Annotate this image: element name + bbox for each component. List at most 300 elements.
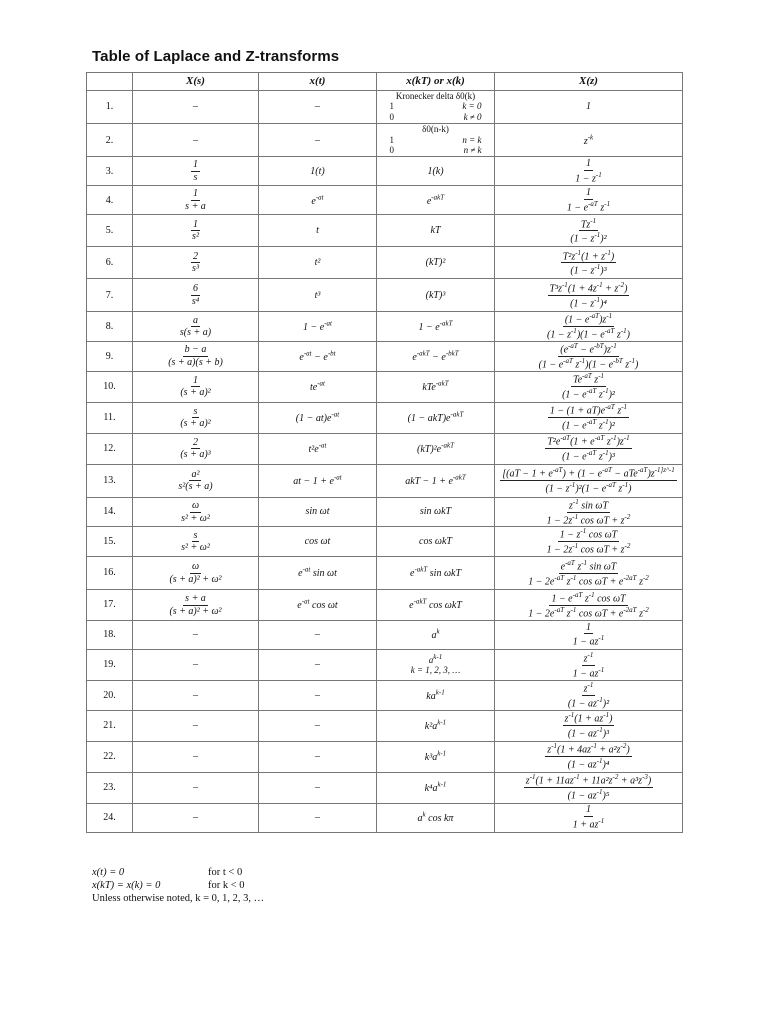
z-transform-denominator: ($1 - e^{-aT}$ $z^{-1})^2$ (562, 387, 615, 401)
laplace-fraction (179, 500, 212, 524)
z-transform-cell (495, 557, 683, 590)
sampled-signal-text: cos ωkT (419, 535, 452, 547)
z-transform-cell (495, 772, 683, 803)
row-number (87, 215, 133, 247)
laplace-text: – (193, 781, 198, 793)
laplace-fraction (190, 283, 201, 307)
time-signal-cell (259, 590, 377, 621)
z-transform-cell (495, 312, 683, 342)
laplace-fraction (167, 561, 223, 585)
laplace-numerator: a (192, 314, 198, 326)
z-transform-denominator: $(1 - z^{-1})^2$ (570, 231, 607, 245)
footnote-3-text: Unless otherwise noted, k = 0, 1, 2, 3, … (92, 893, 265, 904)
laplace-cell (133, 312, 259, 342)
time-signal-text: $e^{-at} - e^{-bt}$ (299, 349, 336, 363)
z-transform-denominator: ($1 - e^{-aT}$ $z^{-1})^2$ (562, 418, 615, 432)
z-transform-cell (495, 371, 683, 402)
laplace-cell (133, 342, 259, 372)
time-signal-cell (259, 91, 377, 124)
time-signal-cell (259, 312, 377, 342)
sampled-signal-text: $k^4a^{k-1}$ (424, 780, 447, 795)
table-row (87, 247, 683, 279)
z-transform-cell (495, 681, 683, 711)
sampled-signal-cell (377, 91, 495, 124)
z-transform-fraction (565, 187, 612, 213)
footnote-3 (92, 892, 264, 905)
laplace-fraction (167, 593, 223, 617)
row-number-text: 1. (105, 101, 114, 113)
laplace-text: – (193, 689, 198, 701)
time-signal-text: – (315, 629, 320, 641)
row-number (87, 279, 133, 312)
laplace-numerator: ω (191, 561, 200, 572)
footnote-1 (92, 866, 264, 879)
z-transform-fraction (566, 681, 611, 710)
sampled-signal-text: (kT)² (425, 257, 446, 269)
z-transform-numerator: 1 (585, 804, 591, 816)
laplace-numerator: b − a (184, 344, 207, 356)
laplace-text: – (193, 659, 198, 671)
row-number-text: 9. (105, 350, 114, 362)
z-transform-fraction (571, 804, 606, 830)
sampled-signal-text: kTe$^{-akT}$ (422, 379, 449, 394)
sampled-signal-stack-head: δ0(n-k) (422, 124, 449, 135)
laplace-cell (133, 279, 259, 312)
table-row (87, 215, 683, 247)
z-transform-fraction (545, 498, 633, 527)
row-number-text: 7. (105, 289, 114, 301)
row-number-text: 19. (103, 659, 116, 671)
row-number (87, 710, 133, 741)
z-transform-fraction (500, 466, 677, 495)
sampled-signal-stack-line: 0 n ≠ k (389, 144, 482, 155)
laplace-numerator: 2 (192, 250, 198, 262)
z-transform-denominator: $(1 - az^{-1})^5$ (567, 788, 610, 802)
laplace-numerator: 1 (192, 188, 198, 200)
z-transform-numerator: 1 (585, 621, 591, 633)
time-signal-text: sin ωt (305, 506, 330, 518)
row-number (87, 371, 133, 402)
row-number (87, 342, 133, 372)
row-number (87, 91, 133, 124)
z-transform-fraction (548, 403, 629, 432)
laplace-cell (133, 803, 259, 832)
table-row (87, 433, 683, 464)
laplace-cell (133, 772, 259, 803)
z-transform-numerator: $(e^{-aT} - e^{-bT})z^{-1}$ (560, 342, 617, 356)
row-number-text: 6. (105, 257, 114, 269)
laplace-text: – (193, 750, 198, 762)
laplace-numerator: 2 (193, 436, 198, 448)
z-transform-numerator: $T^2e^{-aT}(1 + e^{-aT}$ $z^{-1})z^{-1}$ (547, 434, 630, 448)
sampled-signal-cell (377, 621, 495, 650)
z-transform-denominator: $(1 - az^{-1})^3$ (567, 726, 610, 740)
time-signal-text: – (315, 750, 320, 762)
z-transform-fraction (545, 434, 631, 463)
sampled-signal-text: $(1 - akT)e^{-akT}$ (407, 410, 464, 425)
z-transform-cell (495, 215, 683, 247)
row-number (87, 621, 133, 650)
laplace-cell (133, 247, 259, 279)
sampled-signal-cell (377, 681, 495, 711)
time-signal-text: t (316, 225, 319, 237)
sampled-signal-cell (377, 312, 495, 342)
time-signal-text: $e^{-at}$ sin ωt (298, 566, 337, 580)
table-row (87, 590, 683, 621)
time-signal-text: – (315, 719, 320, 731)
laplace-fraction (166, 344, 225, 368)
z-transform-cell (495, 186, 683, 215)
z-transform-denominator: $1 - 2e^{-aT}$ $z^{-1}$ $\cos \omega T + e^{-2aT}$ $z^{-2}$ (528, 605, 649, 619)
z-transform-cell (495, 710, 683, 741)
row-number (87, 527, 133, 557)
table-row (87, 402, 683, 433)
time-signal-text: $e^{-at}$ cos ωt (297, 598, 338, 612)
page-title: Table of Laplace and Z-transforms (92, 48, 340, 65)
z-transform-denominator: $(1 - z^{-1})^2(1 - e^{-aT}$ $z^{-1}$) (545, 481, 632, 495)
time-signal-text: 1(t) (310, 165, 325, 177)
sampled-signal-text: $e^{-akT}$ (426, 193, 445, 207)
sampled-signal-cell (377, 772, 495, 803)
sampled-signal-text: $a^k$ (431, 628, 440, 642)
time-signal-cell (259, 741, 377, 772)
sampled-signal-cell (377, 186, 495, 215)
z-transform-cell (495, 527, 683, 557)
row-number (87, 247, 133, 279)
z-transform-cell (495, 157, 683, 186)
z-transform-cell (495, 497, 683, 527)
row-number-text: 4. (105, 194, 114, 206)
z-transform-denominator: $1 - e^{-aT}$ $z^{-1}$ (566, 199, 611, 214)
time-signal-cell (259, 371, 377, 402)
z-transform-cell (495, 803, 683, 832)
laplace-cell (133, 650, 259, 681)
time-signal-text: t³ (314, 289, 321, 301)
sampled-signal-text: $(kT)^2e^{-akT}$ (417, 441, 454, 456)
laplace-numerator: 1 (193, 374, 198, 386)
laplace-numerator: s (193, 405, 198, 417)
time-signal-cell (259, 433, 377, 464)
sampled-signal-text: $k^3a^{k-1}$ (424, 749, 447, 764)
row-number-text: 5. (105, 225, 114, 237)
laplace-denominator: (s + a)³ (180, 449, 211, 461)
time-signal-cell (259, 527, 377, 557)
row-number (87, 433, 133, 464)
laplace-numerator: a² (191, 468, 200, 480)
row-number-text: 2. (105, 134, 114, 146)
time-signal-cell (259, 497, 377, 527)
sampled-signal-text: 1(k) (427, 165, 444, 177)
sampled-signal-cell (377, 402, 495, 433)
laplace-numerator: s (193, 529, 198, 541)
time-signal-cell (259, 157, 377, 186)
z-transform-denominator: $1 - 2e^{-aT}$ $z^{-1}$ $\cos \omega T + e^{-2aT}$ $z^{-2}$ (528, 573, 649, 587)
sampled-signal-text: kT (430, 225, 441, 237)
sampled-signal-stack (390, 124, 482, 155)
z-transform-fraction (571, 622, 606, 648)
time-signal-cell (259, 557, 377, 590)
sampled-signal-cell (377, 124, 495, 157)
table-row (87, 803, 683, 832)
row-number-text: 3. (105, 165, 114, 177)
time-signal-text: – (315, 811, 320, 823)
laplace-cell (133, 710, 259, 741)
row-number-text: 23. (103, 781, 116, 793)
row-number-text: 8. (105, 320, 114, 332)
time-signal-text: at − $1 + e^{-at}$ (293, 473, 342, 488)
z-transform-fraction (573, 158, 603, 184)
header-z-transform: X(z) (495, 73, 683, 91)
laplace-fraction (191, 159, 200, 183)
z-transform-denominator: $(1 - z^{-1})^3$ (570, 263, 607, 277)
sampled-signal-cell (377, 741, 495, 772)
z-transform-numerator: $1 - (1 + aT)e^{-aT}$ $z^{-1}$ (549, 403, 628, 417)
table-row (87, 772, 683, 803)
laplace-denominator: s²(s + a) (178, 481, 213, 493)
z-transform-cell (495, 590, 683, 621)
laplace-denominator: s + a (185, 200, 206, 212)
sampled-signal-cell (377, 497, 495, 527)
sampled-signal-text: akT − $1 + e^{-akT}$ (405, 473, 466, 488)
laplace-fraction (190, 251, 201, 275)
z-transform-cell (495, 433, 683, 464)
time-signal-cell (259, 464, 377, 497)
laplace-cell (133, 557, 259, 590)
sampled-signal-stack (411, 653, 461, 676)
z-transform-text: $z^{-k}$ (583, 133, 594, 147)
z-transform-numerator: $z^{-1}(1 + 4az^{-1} + a^2z^{-2})$ (547, 742, 630, 756)
z-transform-numerator: $1 - z^{-1}$ cos ωT (559, 527, 618, 541)
laplace-text: – (193, 811, 198, 823)
table-row (87, 557, 683, 590)
z-transform-fraction (526, 559, 651, 588)
z-transform-denominator: $(1 - az^{-1})^2$ (567, 695, 610, 710)
laplace-numerator: 1 (192, 218, 198, 230)
time-signal-cell (259, 621, 377, 650)
laplace-fraction (179, 530, 212, 554)
sampled-signal-cell (377, 710, 495, 741)
z-transform-denominator: $(1 - z^{-1})^4$ (570, 295, 607, 310)
row-number-text: 12. (103, 442, 116, 454)
row-number-text: 20. (103, 689, 116, 701)
laplace-cell (133, 402, 259, 433)
z-transform-numerator: 1 (585, 158, 591, 170)
row-number-text: 17. (103, 599, 116, 611)
laplace-text: – (193, 629, 198, 641)
z-transform-fraction (568, 217, 608, 246)
header-row (87, 73, 683, 91)
laplace-cell (133, 215, 259, 247)
z-transform-numerator: 1 (585, 187, 591, 199)
laplace-cell (133, 681, 259, 711)
row-number-text: 21. (103, 719, 116, 731)
row-number (87, 157, 133, 186)
z-transform-fraction (537, 342, 641, 371)
sampled-signal-cell (377, 527, 495, 557)
z-transform-fraction (545, 527, 633, 556)
z-transform-denominator: $1 - z^{-1}$ (575, 170, 602, 185)
time-signal-text: $t^2e^{-at}$ (308, 441, 327, 456)
sampled-signal-cell (377, 590, 495, 621)
z-transform-fraction (563, 711, 615, 740)
sampled-signal-text: $a^k$ cos kπ (417, 810, 454, 825)
time-signal-cell (259, 402, 377, 433)
sampled-signal-cell (377, 464, 495, 497)
time-signal-text: – (315, 781, 320, 793)
table-row (87, 650, 683, 681)
z-transform-denominator: $(1 - az^{-1})^4$ (567, 757, 610, 771)
row-number-text: 10. (103, 380, 116, 392)
z-transform-text: 1 (586, 101, 591, 113)
laplace-numerator: 1 (193, 159, 198, 171)
sampled-signal-stack (390, 91, 482, 122)
laplace-text: – (193, 134, 198, 146)
row-number (87, 772, 133, 803)
z-transform-numerator: $z^{-1}$ (583, 650, 594, 664)
z-transform-fraction (524, 773, 653, 802)
laplace-denominator: (s + a)² (180, 387, 211, 399)
laplace-cell (133, 91, 259, 124)
sampled-signal-cell (377, 371, 495, 402)
table-row (87, 279, 683, 312)
laplace-denominator: s(s + a) (179, 327, 212, 339)
time-signal-cell (259, 681, 377, 711)
z-transform-fraction (545, 742, 631, 771)
z-transform-cell (495, 247, 683, 279)
footnotes (92, 866, 264, 905)
z-transform-numerator: $1 - e^{-aT}$ $z^{-1}$ cos ωT (551, 590, 626, 604)
z-transform-fraction (548, 281, 630, 310)
time-signal-cell (259, 803, 377, 832)
transform-table (86, 72, 683, 833)
sampled-signal-stack-head: Kronecker delta δ0(k) (395, 91, 476, 101)
sampled-signal-cell (377, 247, 495, 279)
laplace-cell (133, 464, 259, 497)
footnote-2-expr: x(kT) = x(k) = 0 (92, 880, 161, 891)
sampled-signal-cell (377, 342, 495, 372)
z-transform-cell (495, 279, 683, 312)
z-transform-cell (495, 741, 683, 772)
laplace-numerator: s + a (185, 593, 206, 604)
table-row (87, 741, 683, 772)
time-signal-cell (259, 215, 377, 247)
header-laplace: X(s) (133, 73, 259, 91)
laplace-cell (133, 621, 259, 650)
table-row (87, 91, 683, 124)
laplace-cell (133, 527, 259, 557)
row-number (87, 312, 133, 342)
z-transform-numerator: $e^{-aT}$ $z^{-1}$ sin ωT (560, 558, 617, 572)
table-row (87, 312, 683, 342)
sampled-signal-text: sin ωkT (419, 506, 452, 518)
row-number (87, 402, 133, 433)
footnote-1-cond: for t < 0 (208, 867, 243, 878)
z-transform-denominator: $1 - 2z^{-1}$ $\cos \omega T + z^{-2}$ (546, 512, 631, 526)
row-number (87, 464, 133, 497)
time-signal-cell (259, 342, 377, 372)
laplace-denominator: s⁴ (191, 295, 200, 307)
table-row (87, 527, 683, 557)
sampled-signal-stack-line: 1 n = k (389, 134, 482, 145)
laplace-denominator: s³ (192, 263, 199, 275)
laplace-cell (133, 433, 259, 464)
z-transform-numerator: $Te^{-aT}$ $z^{-1}$ (572, 372, 605, 386)
time-signal-cell (259, 650, 377, 681)
z-transform-numerator: $z^{-1}(1 + az^{-1})$ (564, 711, 613, 725)
laplace-denominator: s (193, 171, 198, 183)
z-transform-denominator: ($1 - e^{-aT}$ $z^{-1})(1 - e^{-bT}$ $z^{-1}$) (538, 356, 639, 371)
table-row (87, 186, 683, 215)
z-transform-numerator: $(1 - e^{-aT})z^{-1}$ (564, 312, 613, 326)
header-index (87, 73, 133, 91)
row-number-text: 16. (103, 567, 116, 579)
table-row (87, 681, 683, 711)
laplace-fraction (176, 469, 214, 493)
z-transform-denominator: $(1 - z^{-1})(1 - e^{-aT}$ $z^{-1}$) (546, 327, 630, 341)
footnote-1-expr: x(t) = 0 (92, 867, 125, 878)
laplace-fraction (190, 219, 201, 243)
laplace-denominator: s² (192, 231, 199, 243)
row-number-text: 18. (103, 629, 116, 641)
row-number (87, 124, 133, 157)
sampled-signal-text: $e^{-akT}$ sin ωkT (409, 566, 462, 580)
z-transform-cell (495, 650, 683, 681)
laplace-denominator: s² + ω² (181, 512, 210, 524)
sampled-signal-stack-line: k = 1, 2, 3, … (410, 665, 461, 676)
laplace-cell (133, 157, 259, 186)
time-signal-cell (259, 247, 377, 279)
z-transform-numerator: [$(aT - 1 + e^{-aT}) + (1 - e^{-aT} - aTe^{-aT})z^{-1]z\^{}-1}$ (502, 466, 675, 480)
time-signal-text: – (315, 659, 320, 671)
time-signal-text: – (315, 689, 320, 701)
row-number (87, 590, 133, 621)
z-transform-denominator: $1 - az^{-1}$ (572, 634, 605, 648)
z-transform-denominator: $1 - 2z^{-1}$ $\cos \omega T + z^{-2}$ (546, 542, 631, 556)
laplace-text: – (193, 101, 198, 113)
row-number (87, 557, 133, 590)
z-transform-denominator: ($1 - e^{-aT}$ $z^{-1})^3$ (562, 449, 615, 463)
row-number-text: 14. (103, 506, 116, 518)
laplace-cell (133, 590, 259, 621)
z-transform-fraction (561, 249, 616, 278)
laplace-cell (133, 497, 259, 527)
table-row (87, 621, 683, 650)
time-signal-text: – (315, 101, 320, 113)
laplace-denominator: s² + ω² (181, 542, 210, 554)
time-signal-text: cos ωt (304, 535, 331, 547)
z-transform-cell (495, 464, 683, 497)
header-sampled-signal: x(kT) or x(k) (377, 73, 495, 91)
z-transform-denominator: $1 + az^{-1}$ (572, 816, 605, 831)
row-number-text: 22. (103, 750, 116, 762)
row-number (87, 650, 133, 681)
time-signal-cell (259, 710, 377, 741)
time-signal-text: $e^{-at}$ (311, 193, 324, 207)
laplace-fraction (178, 437, 212, 461)
row-number-text: 11. (103, 411, 116, 423)
time-signal-text: – (315, 134, 320, 146)
header-time-signal: x(t) (259, 73, 377, 91)
laplace-fraction (178, 375, 212, 399)
laplace-cell (133, 371, 259, 402)
row-number-text: 15. (103, 535, 116, 547)
laplace-cell (133, 741, 259, 772)
sampled-signal-stack-line: 0 k ≠ 0 (389, 111, 482, 122)
sampled-signal-text: $ka^{k-1}$ (426, 688, 445, 702)
z-transform-fraction (571, 651, 606, 680)
sampled-signal-stack-line: 1 k = 0 (389, 101, 482, 112)
time-signal-text: $1 - e^{-at}$ (303, 319, 332, 334)
